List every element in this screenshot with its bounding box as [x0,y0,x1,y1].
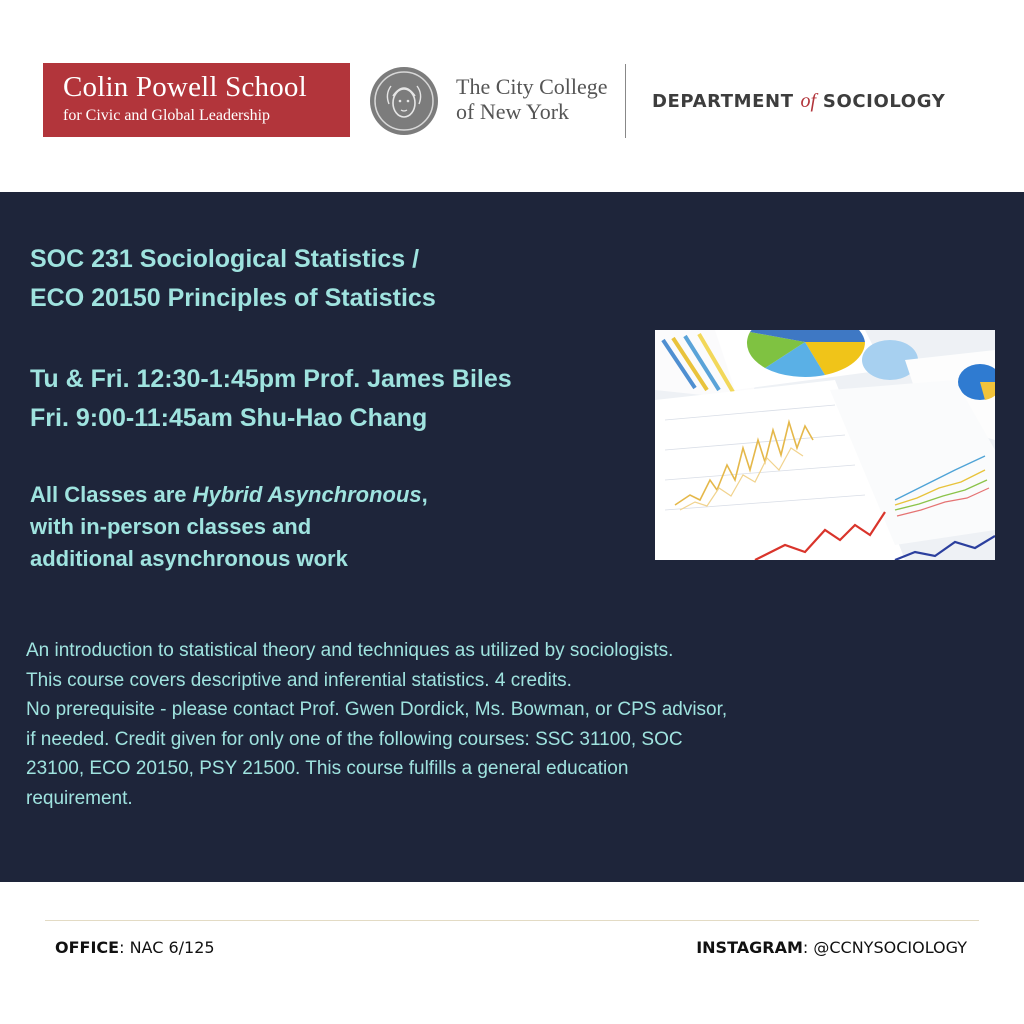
description-line: 23100, ECO 20150, PSY 21500. This course fulfills a general education [26,758,629,779]
statistics-charts-photo [655,330,995,560]
college-name-line1: The City College [456,74,608,99]
school-name-line1: Colin Powell School [63,71,307,103]
description-line: requirement. [26,787,133,809]
hybrid-prefix: All Classes are [30,482,193,507]
department-suffix: SOCIOLOGY [822,91,946,112]
office-info [55,938,215,957]
description-line: No prerequisite - please contact Prof. Gwen Dordick, Ms. Bowman, or CPS advisor, [26,699,728,720]
course-schedule [30,360,670,438]
course-description [26,636,986,813]
hybrid-suffix: , [421,482,428,507]
footer-divider [45,920,979,921]
description-line: This course covers descriptive and inferential statistics. 4 credits. [26,669,572,691]
course-title-line1: SOC 231 Sociological Statistics / [30,245,420,273]
instagram-info [696,938,967,957]
instagram-handle: : @CCNYSOCIOLOGY [802,938,967,957]
description-line: An introduction to statistical theory and techniques as utilized by sociologists. [26,640,674,661]
course-title-line2: ECO 20150 Principles of Statistics [30,284,436,312]
header-divider [625,64,626,138]
schedule-line1: Tu & Fri. 12:30-1:45pm Prof. James Biles [30,365,512,393]
hybrid-emphasis: Hybrid Asynchronous [192,482,422,507]
department-of: of [800,90,817,112]
description-line: if needed. Credit given for only one of the following courses: SSC 31100, SOC [26,728,683,750]
colin-powell-school-logo [43,63,350,137]
seal-icon [369,66,439,136]
hybrid-line3: additional asynchronous work [30,546,348,571]
course-panel [0,192,1024,882]
hybrid-line1 [30,479,590,511]
office-value: : NAC 6/125 [119,938,215,957]
department-name [652,90,945,113]
college-name-line2: of New York [456,99,570,124]
instagram-label: INSTAGRAM [696,938,803,957]
college-name [456,74,608,124]
department-prefix: DEPARTMENT [652,91,794,112]
schedule-line2: Fri. 9:00-11:45am Shu-Hao Chang [30,404,428,432]
hybrid-line2: with in-person classes and [30,514,312,539]
course-title [30,240,630,318]
hybrid-note [30,479,590,575]
header [0,0,1024,192]
office-label: OFFICE [55,938,120,957]
school-name-line2: for Civic and Global Leadership [63,107,271,124]
